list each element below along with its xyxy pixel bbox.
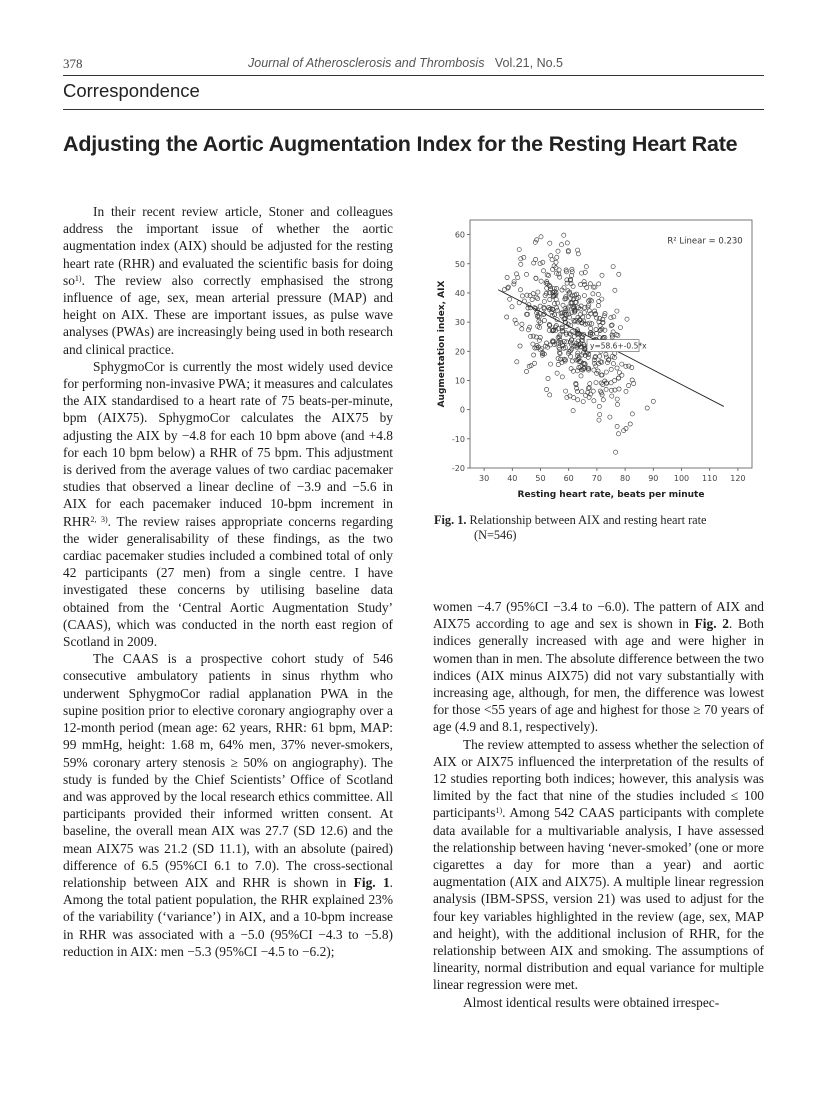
page-header — [63, 55, 764, 75]
y-tick-label: 10 — [454, 376, 465, 386]
paragraph-4-text-b: . Both indices generally increased with age and were higher in women than in men. The absolute difference between the two indices (AIX minus AIX75) did not vary substantially with increasing age, although, for men, the difference was lowest for those <55 years of age and highest for those ≥ 70 years of age (4.9 and 8.1, respectively). — [433, 616, 764, 735]
scatter-point — [570, 359, 574, 363]
scatter-point — [520, 327, 524, 331]
scatter-point — [606, 358, 610, 362]
scatter-point — [578, 313, 582, 317]
scatter-point — [510, 305, 514, 309]
scatter-point — [632, 381, 636, 385]
y-tick-label: 0 — [459, 405, 465, 415]
x-tick-label: 90 — [648, 474, 659, 483]
scatter-point — [618, 326, 622, 330]
scatter-point — [600, 297, 604, 301]
scatter-point — [591, 292, 595, 296]
scatter-point — [559, 243, 563, 247]
y-axis-label: Augmentation index, AIX — [437, 280, 447, 408]
left-column — [63, 203, 393, 960]
scatter-point — [620, 362, 624, 366]
figure-reference: Fig. 1 — [353, 874, 390, 890]
x-tick-label: 50 — [535, 474, 546, 483]
scatter-point — [575, 389, 579, 393]
scatter-point — [526, 328, 530, 332]
page-number: 378 — [63, 56, 83, 71]
scatter-point — [613, 288, 617, 292]
reference-marker: 2, 3) — [90, 514, 108, 524]
paragraph-1 — [63, 203, 393, 358]
scatter-point — [583, 306, 587, 310]
scatter-point — [535, 238, 539, 242]
scatter-point — [549, 254, 553, 258]
scatter-point — [580, 390, 584, 394]
scatter-point — [579, 374, 583, 378]
scatter-point — [569, 354, 573, 358]
scatter-point — [630, 412, 634, 416]
x-tick-label: 100 — [673, 474, 690, 483]
scatter-point — [520, 294, 524, 298]
scatter-point — [596, 304, 600, 308]
scatter-point — [588, 382, 592, 386]
scatter-point — [591, 389, 595, 393]
scatter-point — [570, 329, 574, 333]
paragraph-5-text-a: The review attempted to assess whether the selection of AIX or AIX75 influenced the interpretation of the results of 12 studies reporting both indices; however, this analysis was limited by the fact that nine of the studies included ≤ 100 participants — [433, 736, 764, 821]
scatter-point — [611, 362, 615, 366]
scatter-point — [569, 281, 573, 285]
scatter-point — [570, 267, 574, 271]
y-tick-label: -10 — [451, 434, 465, 444]
scatter-point — [601, 398, 605, 402]
scatter-point — [552, 302, 556, 306]
reference-marker: 1) — [74, 273, 82, 283]
y-tick-label: -20 — [451, 464, 465, 473]
scatter-point — [518, 288, 522, 292]
scatter-point — [553, 313, 557, 317]
paragraph-3-text-b: . Among the total patient population, the RHR explained 23% of the variability (‘variance’) in AIX, and a 10-bpm increase in RHR was associated with a −5.0 (95%CI −4.3 to −5.8) reduction in AIX: men −5.3 (95%CI −4.5 to −6.2); — [63, 874, 393, 959]
scatter-point — [586, 355, 590, 359]
scatter-point — [615, 402, 619, 406]
paragraph-2 — [63, 358, 393, 650]
x-tick-label: 60 — [563, 474, 574, 483]
y-tick-label: 40 — [454, 288, 465, 298]
scatter-point — [594, 381, 598, 385]
scatter-point — [545, 286, 549, 290]
scatter-point — [609, 316, 613, 320]
scatter-point — [600, 273, 604, 277]
scatter-point — [532, 353, 536, 357]
header-rule — [63, 75, 764, 76]
article-title: Adjusting the Aortic Augmentation Index for the Resting Heart Rate — [63, 132, 738, 156]
scatter-point — [615, 366, 619, 370]
scatter-point — [612, 315, 616, 319]
scatter-point — [598, 354, 602, 358]
x-tick-label: 110 — [702, 474, 718, 483]
scatter-point — [539, 279, 543, 283]
paragraph-6 — [433, 994, 764, 1011]
scatter-point — [557, 268, 561, 272]
x-tick-label: 40 — [507, 474, 518, 483]
x-tick-label: 120 — [730, 474, 746, 483]
scatter-point — [604, 370, 608, 374]
scatter-point — [569, 367, 573, 371]
scatter-point — [548, 241, 552, 245]
x-tick-label: 70 — [591, 474, 602, 483]
paragraph-5-text-b: . Among 542 CAAS participants with complete data available for a multivariable analysis, I have assessed the relationship between having ‘never-smoked’ (one or more cigarettes a day for more than a year) and aortic augmentation (AIX and AIX75). A multiple linear regression analysis (IBM-SPSS, version 21) was used to adjust for the four key variables highlighted in the review (age, sex, MAP and height), with the additional inclusion of RHR, for the relationship between AIX and smoking. The assumptions of linearity, normal distribution and equal variance for multiple linear regression were met. — [433, 805, 764, 993]
scatter-point — [597, 404, 601, 408]
scatter-point — [610, 394, 614, 398]
scatter-point — [537, 338, 541, 342]
scatter-point — [531, 342, 535, 346]
x-axis-label: Resting heart rate, beats per minute — [517, 490, 705, 500]
scatter-point — [548, 393, 552, 397]
scatter-point — [556, 356, 560, 360]
scatter-point — [528, 325, 532, 329]
scatter-point — [531, 292, 535, 296]
scatter-point — [614, 333, 618, 337]
scatter-point — [592, 399, 596, 403]
paragraph-6-text: Almost identical results were obtained irrespec- — [463, 994, 720, 1010]
scatter-point — [533, 240, 537, 244]
paragraph-2-text-b: . The review raises appropriate concerns regarding the wider generalisability of these findings, as the two cardiac pacemaker studies included a combined total of only 42 participants (27 men) from a single centre. I have investigated these concerns by utilising baseline data obtained from the ‘Central Aortic Augmentation Study’ (CAAS), which was conducted in the north east region of Scotland in 2009. — [63, 513, 393, 650]
y-tick-label: 60 — [454, 230, 465, 240]
section-rule — [63, 109, 764, 110]
scatter-point — [542, 318, 546, 322]
scatter-point — [541, 260, 545, 264]
scatter-point — [545, 387, 549, 391]
scatter-point — [519, 262, 523, 266]
scatter-point — [505, 315, 509, 319]
scatter-point — [597, 418, 601, 422]
scatter-point — [586, 314, 590, 318]
scatter-point — [515, 360, 519, 364]
caption-line-1 — [434, 513, 765, 528]
scatter-point — [538, 335, 542, 339]
scatter-point — [555, 255, 559, 259]
paragraph-3 — [63, 650, 393, 960]
scatter-point — [508, 297, 512, 301]
scatter-point — [525, 293, 529, 297]
y-tick-label: 30 — [454, 318, 465, 328]
journal-name: Journal of Atherosclerosis and Thrombosis — [248, 56, 485, 70]
scatter-point — [617, 371, 621, 375]
scatter-point — [584, 265, 588, 269]
scatter-point — [565, 241, 569, 245]
scatter-point — [518, 344, 522, 348]
section-label: Correspondence — [63, 80, 200, 101]
scatter-point — [625, 317, 629, 321]
paragraph-1-text-a: In their recent review article, Stoner and colleagues address the important issue of whether the aortic augmentation index (AIX) should be adjusted for the resting heart rate (RHR) and evaluated the scientific basis for doing so — [63, 204, 393, 288]
paragraph-1-text-b: . The review also correctly emphasised the strong influence of age, sex, mean arterial pressure (MAP) and height on AIX. These are important issues, as pulse wave analyses (PWAs) are increasingly being used in both research and clinical practice. — [63, 272, 393, 357]
figure-caption — [434, 513, 765, 543]
paragraph-2-text-a: SphygmoCor is currently the most widely used device for performing non-invasive PWA; it measures and calculates the AIX standardised to a heart rate of 75 beats-per-minute, bpm (AIX75). SphygmoCor calculates the AIX75 by adjusting the AIX by −4.8 for each 10 bpm above (and +4.8 for each 10 bpm below) a RHR of 75 bpm. This adjustment is derived from the average values of two cardiac pacemaker studies that observed a linear decline of −3.9 and −5.6 in AIX for each pacemaker induced 10-bpm increment in RHR — [63, 358, 393, 529]
scatter-point — [547, 328, 551, 332]
scatter-point — [617, 376, 621, 380]
scatter-point — [615, 397, 619, 401]
scatter-point — [595, 331, 599, 335]
scatter-point — [594, 327, 598, 331]
scatter-point — [550, 258, 554, 262]
scatter-point — [588, 282, 592, 286]
figure-reference: Fig. 2 — [694, 616, 729, 632]
scatter-point — [539, 235, 543, 239]
scatter-point — [520, 322, 524, 326]
scatter-point — [555, 308, 559, 312]
scatter-point — [530, 297, 534, 301]
scatter-point — [514, 272, 518, 276]
scatter-point — [524, 369, 528, 373]
scatter-point — [554, 324, 558, 328]
scatter-point — [560, 375, 564, 379]
scatter-point — [571, 284, 575, 288]
scatter-point — [615, 424, 619, 428]
scatter-point — [571, 409, 575, 413]
scatter-point — [604, 387, 608, 391]
scatter-point — [556, 249, 560, 253]
scatter-point — [614, 450, 618, 454]
scatter-point — [534, 257, 538, 261]
scatter-point — [571, 369, 575, 373]
scatter-point — [564, 389, 568, 393]
figure-1 — [434, 212, 764, 502]
scatter-point — [584, 393, 588, 397]
scatter-point — [579, 282, 583, 286]
scatter-point — [554, 260, 558, 264]
paragraph-3-text-a: The CAAS is a prospective cohort study of 546 consecutive ambulatory patients in sinus rhythm who underwent SphygmoCor radial applanation PWA in the supine position prior to elective coronary angiography over a 12-month period (mean age: 62 years, RHR: 61 bpm, MAP: 99 mmHg, height: 1.68 m, 64% men, 37% never-smokers, 59% coronary artery stenosis ≥ 50% on angiography). The study is funded by the Chief Scientists’ Office of Scotland and was approved by the local research ethics committee. All participants provided their informed written consent. At baseline, the overall mean AIX was 27.7 (SD 12.6) and the mean AIX75 was 21.2 (SD 11.1), with an absolute (paired) difference of 6.5 (95%CI 6.1 to 7.0). The cross-sectional relationship between AIX and RHR is shown in — [63, 651, 393, 890]
paragraph-4 — [433, 598, 764, 736]
scatter-point — [585, 285, 589, 289]
r-squared-label: R² Linear = 0.230 — [667, 236, 743, 247]
scatter-point — [581, 400, 585, 404]
scatter-point — [608, 415, 612, 419]
paragraph-5 — [433, 736, 764, 994]
scatter-point — [617, 272, 621, 276]
paragraph-4-text-a: women −4.7 (95%CI −3.4 to −6.0). The pattern of AIX and AIX75 according to age and sex is shown in — [433, 599, 764, 632]
caption-label: Fig. 1. — [434, 513, 467, 527]
scatter-point — [502, 288, 506, 292]
scatter-point — [536, 290, 540, 294]
scatter-point — [615, 309, 619, 313]
scatter-point — [524, 272, 528, 276]
scatter-point — [604, 355, 608, 359]
caption-text-n: (N=546) — [474, 528, 517, 542]
scatter-point — [582, 280, 586, 284]
reference-marker: 1) — [495, 806, 503, 816]
y-tick-label: 20 — [454, 347, 465, 357]
scatter-point — [596, 292, 600, 296]
scatter-point — [538, 262, 542, 266]
journal-info — [248, 56, 563, 70]
x-tick-label: 80 — [620, 474, 631, 483]
scatter-point — [583, 282, 587, 286]
journal-volume: Vol.21, No.5 — [494, 56, 563, 70]
scatter-point — [576, 398, 580, 402]
scatter-point — [601, 321, 605, 325]
scatter-point — [512, 280, 516, 284]
scatter-point — [598, 413, 602, 417]
scatter-point — [627, 383, 631, 387]
scatter-point — [517, 248, 521, 252]
scatter-point — [645, 406, 649, 410]
scatter-point — [612, 379, 616, 383]
scatter-point — [547, 273, 551, 277]
scatter-point — [541, 269, 545, 273]
scatter-point — [562, 233, 566, 237]
scatter-point — [609, 367, 613, 371]
fit-label: y=58.6+-0.5*x — [590, 341, 647, 351]
scatter-point — [651, 399, 655, 403]
scatter-point — [589, 326, 593, 330]
right-column — [433, 598, 764, 1011]
x-tick-label: 30 — [479, 474, 490, 483]
scatter-point — [628, 422, 632, 426]
scatter-point — [611, 265, 615, 269]
scatter-point — [555, 371, 559, 375]
scatter-point — [505, 275, 509, 279]
scatter-point — [546, 376, 550, 380]
scatter-point — [548, 362, 552, 366]
scatter-point — [548, 297, 552, 301]
scatter-point — [534, 276, 538, 280]
scatter-point — [575, 386, 579, 390]
scatter-point — [582, 311, 586, 315]
scatter-point — [594, 364, 598, 368]
scatter-point — [617, 387, 621, 391]
scatter-point — [597, 299, 601, 303]
y-tick-label: 50 — [454, 259, 465, 269]
scatter-point — [582, 294, 586, 298]
scatter-point — [555, 286, 559, 290]
scatter-point — [542, 300, 546, 304]
scatter-point — [624, 389, 628, 393]
scatter-point — [597, 282, 601, 286]
caption-text: Relationship between AIX and resting heart rate — [469, 513, 707, 527]
scatter-point — [616, 432, 620, 436]
scatter-plot — [434, 212, 764, 502]
